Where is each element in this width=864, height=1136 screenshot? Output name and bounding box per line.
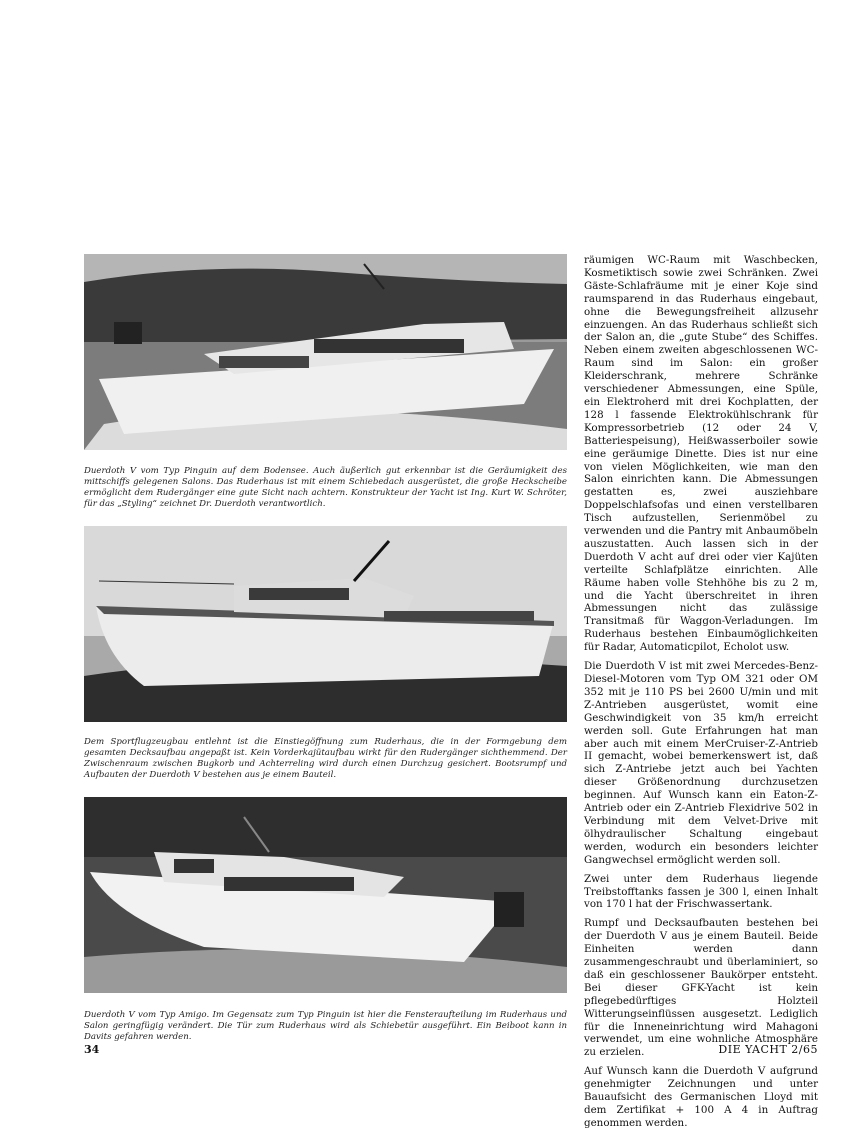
photo-pinguin-bodensee: [84, 254, 567, 450]
boat-photo-1: [84, 254, 567, 450]
photo-side-view: [84, 526, 567, 722]
article-column: [584, 254, 818, 1136]
paragraph: Auf Wunsch kann die Duerdoth V aufgrund genehmigter Zeichnungen und unter Bauaufsicht des Germanischen Lloyd mit dem Zertifikat + 100 A 4 in Auftrag genommen werden.: [584, 1065, 818, 1129]
caption-photo-3: Duerdoth V vom Typ Amigo. Im Gegensatz zum Typ Pinguin ist hier die Fensteraufteilung im Ruderhaus und Salon geringfügig verändert. Die Tür zum Ruderhaus wird als Schiebetür ausgeführt. Ein Beiboot kann in Davits gefahren werden.: [84, 1010, 567, 1042]
page-number: 34: [84, 1043, 100, 1056]
photo-amigo: [84, 797, 567, 993]
boat-photo-3: [84, 797, 567, 993]
paragraph: Die Duerdoth V ist mit zwei Mercedes-Benz-Diesel-Motoren vom Typ OM 321 oder OM 352 mit je 110 PS bei 2600 U/min und mit Z-Antrieben ausgerüstet, womit eine Geschwindigkeit von 35 km/h erreicht werden soll. Gute Erfahrungen hat man aber auch mit einem MerCruiser-Z-Antrieb II gemacht, wobei bemerkenswert ist, daß sich Z-Antriebe jetzt auch bei Yachten dieser Größenordnung durchzusetzen beginnen. Auf Wunsch kann ein Eaton-Z-Antrieb oder ein Z-Antrieb Flexidrive 502 in Verbindung mit dem Velvet-Drive mit ölhydraulischer Schaltung eingebaut werden, wodurch ein besonders leichter Gangwechsel ermöglicht werden soll.: [584, 660, 818, 866]
paragraph: räumigen WC-Raum mit Waschbecken, Kosmetiktisch sowie zwei Schränken. Zwei Gäste-Schlafräume mit je einer Koje sind raumsparend in das Ruderhaus eingebaut, ohne die Bewegungsfreiheit allzusehr einzuengen. An das Ruderhaus schließt sich der Salon an, die „gute Stube“ des Schiffes. Neben einem zweiten abgeschlossenen WC-Raum sind im Salon: ein großer Kleiderschrank, mehrere Schränke verschiedener Abmessungen, eine Spüle, ein Elektroherd mit drei Kochplatten, der 128 l fassende Elektrokühlschrank für Kompressorbetrieb (12 oder 24 V, Batteriespeisung), Heißwasserboiler sowie eine geräumige Dinette. Dies ist nur eine von vielen Möglichkeiten, wie man den Salon einrichten kann. Die Abmessungen gestatten es, zwei ausziehbare Doppelschlafsofas und einen verstellbaren Tisch aufzustellen, Serienmöbel zu verwenden und die Pantry mit Anbaumöbeln auszustatten. Auch lassen sich in der Duerdoth V acht auf drei oder vier Kajüten verteilte Schlafplätze einrichten. Alle Räume haben volle Stehhöhe bis zu 2 m, und die Yacht überschreitet in ihren Abmessungen nicht das zulässige Transitmaß für Waggon-Verladungen. Im Ruderhaus bestehen Einbaumöglichkeiten für Radar, Automaticpilot, Echolot usw.: [584, 254, 818, 654]
caption-photo-2: Dem Sportflugzeugbau entlehnt ist die Einstiegöffnung zum Ruderhaus, die in der Formgebung dem gesamten Decksaufbau angepaßt ist. Kein Vorderkajütaufbau wirkt für den Rudergänger sichthemmend. Der Zwischenraum zwischen Bugkorb und Achterreling wird durch einen Durchzug gesichert. Bootsrumpf und Aufbauten der Duerdoth V bestehen aus je einem Bauteil.: [84, 737, 567, 780]
boat-photo-2: [84, 526, 567, 722]
caption-photo-1: Duerdoth V vom Typ Pinguin auf dem Bodensee. Auch äußerlich gut erkennbar ist die Geräumigkeit des mittschiffs gelegenen Salons. Das Ruderhaus ist mit einem Schiebedach ausgerüstet, die große Heckscheibe ermöglicht dem Rudergänger eine gute Sicht nach achtern. Konstrukteur der Yacht ist Ing. Kurt W. Schröter, für das „Styling“ zeichnet Dr. Duerdoth verantwortlich.: [84, 466, 567, 509]
paragraph: Rumpf und Decksaufbauten bestehen bei der Duerdoth V aus je einem Bauteil. Beide Einheiten werden dann zusammengeschraubt und überlaminiert, so daß ein geschlossener Baukörper entsteht. Bei dieser GFK-Yacht ist kein pflegebedürftiges Holzteil Witterungseinflüssen ausgesetzt. Lediglich für die Inneneinrichtung wird Mahagoni verwendet, um eine wohnliche Atmosphäre zu erzielen.: [584, 917, 818, 1059]
paragraph: Zwei unter dem Ruderhaus liegende Treibstofftanks fassen je 300 l, einen Inhalt von 170 l hat der Frischwassertank.: [584, 872, 818, 911]
magazine-issue: DIE YACHT 2/65: [718, 1043, 818, 1056]
